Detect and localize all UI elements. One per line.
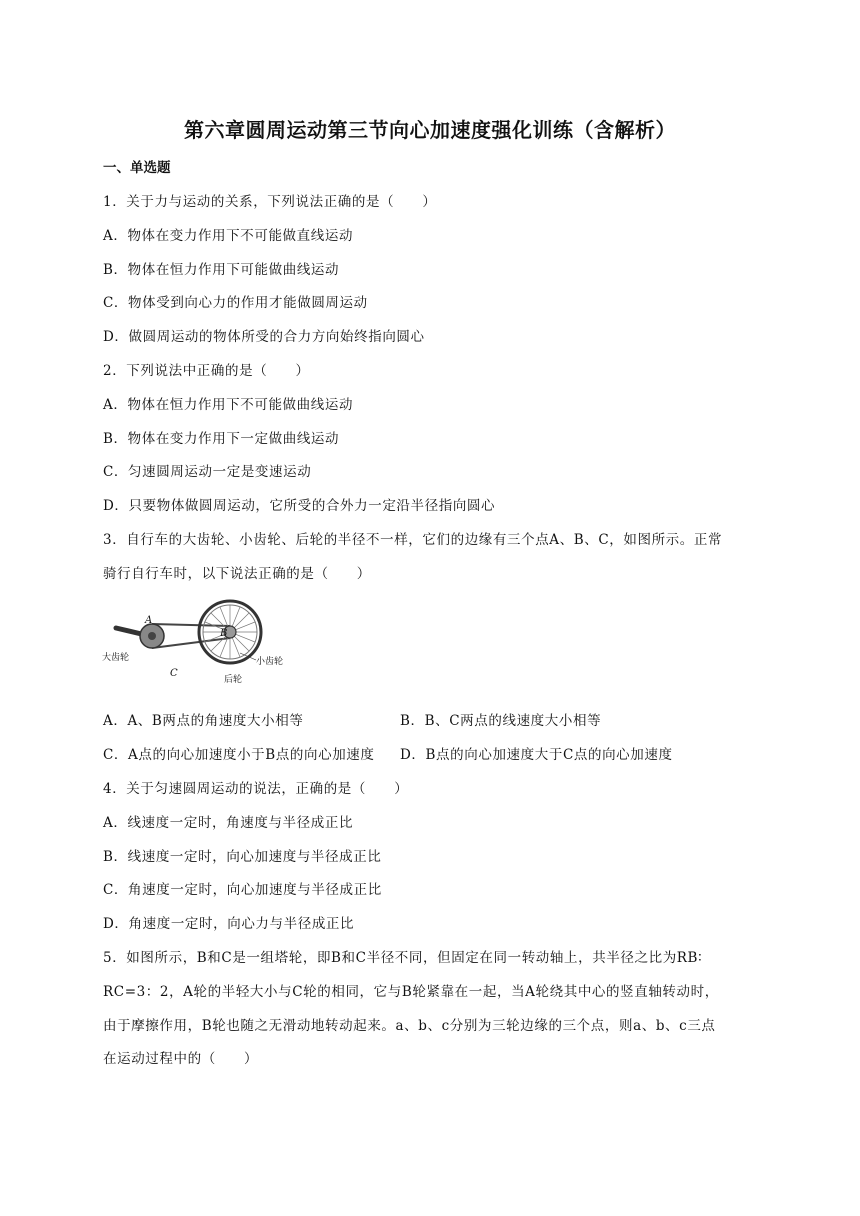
q5-line2: RC=3：2，A轮的半轻大小与C轮的相同，它与B轮紧靠在一起，当A轮绕其中心的竖直轴转动时， bbox=[103, 984, 719, 1000]
big-gear-hub bbox=[148, 632, 156, 640]
bicycle-gear-figure bbox=[100, 598, 290, 690]
q1-option-b: B．物体在恒力作用下可能做曲线运动 bbox=[103, 262, 340, 278]
q3-option-a: A．A、B两点的角速度大小相等 bbox=[103, 713, 304, 729]
label-rear-wheel: 后轮 bbox=[224, 675, 243, 685]
label-c: C bbox=[170, 668, 178, 679]
q5-line3: 由于摩擦作用，B轮也随之无滑动地转动起来。a、b、c分别为三轮边缘的三个点，则a、b、c三点 bbox=[103, 1018, 716, 1034]
q1-option-c: C．物体受到向心力的作用才能做圆周运动 bbox=[103, 295, 368, 311]
label-big-gear: 大齿轮 bbox=[102, 653, 130, 663]
q3-option-c: C．A点的向心加速度小于B点的向心加速度 bbox=[103, 747, 375, 763]
label-a: A bbox=[145, 615, 153, 626]
q1-option-d: D．做圆周运动的物体所受的合力方向始终指向圆心 bbox=[103, 329, 425, 345]
section-heading: 一、单选题 bbox=[103, 160, 171, 176]
page-title: 第六章圆周运动第三节向心加速度强化训练（含解析） bbox=[184, 118, 676, 142]
q5-line4: 在运动过程中的（ ） bbox=[103, 1051, 259, 1067]
q4-stem: 4．关于匀速圆周运动的说法，正确的是（ ） bbox=[103, 781, 409, 797]
q1-stem: 1．关于力与运动的关系，下列说法正确的是（ ） bbox=[103, 194, 437, 210]
q2-option-b: B．物体在变力作用下一定做曲线运动 bbox=[103, 431, 340, 447]
q3-stem-line1: 3．自行车的大齿轮、小齿轮、后轮的半径不一样，它们的边缘有三个点A、B、C，如图所示。正常 bbox=[103, 532, 723, 548]
q1-option-a: A．物体在变力作用下不可能做直线运动 bbox=[103, 228, 354, 244]
q2-option-c: C．匀速圆周运动一定是变速运动 bbox=[103, 464, 312, 480]
q5-line1: 5．如图所示，B和C是一组塔轮，即B和C半径不同，但固定在同一转动轴上，共半径之比为RB∶ bbox=[103, 950, 703, 966]
q2-stem: 2．下列说法中正确的是（ ） bbox=[103, 363, 310, 379]
q4-option-b: B．线速度一定时，向心加速度与半径成正比 bbox=[103, 849, 382, 865]
q3-option-b: B．B、C两点的线速度大小相等 bbox=[400, 713, 602, 729]
q4-option-a: A．线速度一定时，角速度与半径成正比 bbox=[103, 815, 354, 831]
q2-option-d: D．只要物体做圆周运动，它所受的合外力一定沿半径指向圆心 bbox=[103, 498, 496, 514]
q4-option-d: D．角速度一定时，向心力与半径成正比 bbox=[103, 916, 355, 932]
q3-stem-line2: 骑行自行车时，以下说法正确的是（ ） bbox=[103, 566, 371, 582]
q3-option-d: D．B点的向心加速度大于C点的向心加速度 bbox=[400, 747, 673, 763]
chain-top bbox=[152, 624, 230, 626]
label-b: B bbox=[220, 628, 228, 639]
q2-option-a: A．物体在恒力作用下不可能做曲线运动 bbox=[103, 397, 354, 413]
label-small-gear: 小齿轮 bbox=[256, 657, 284, 667]
q4-option-c: C．角速度一定时，向心加速度与半径成正比 bbox=[103, 882, 382, 898]
